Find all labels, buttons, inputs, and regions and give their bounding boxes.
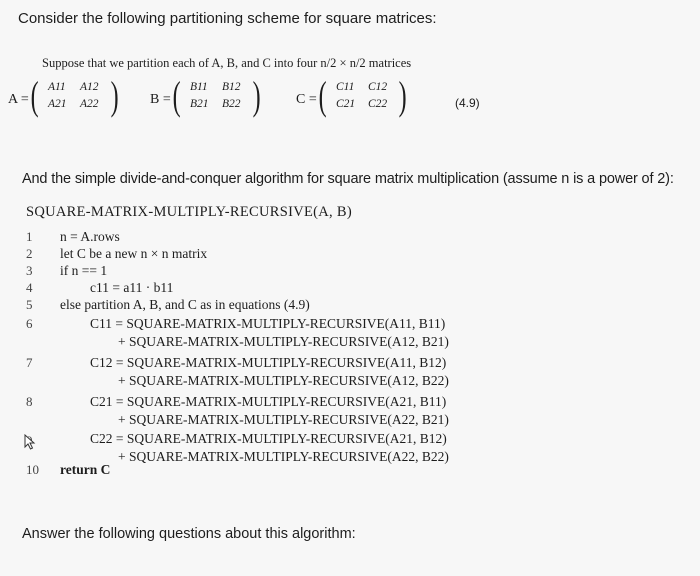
code-line: return C <box>60 462 111 477</box>
intro-text: Consider the following partitioning scheme for square matrices: <box>18 10 437 27</box>
code-line: + SQUARE-MATRIX-MULTIPLY-RECURSIVE(A12, B22) <box>118 373 449 388</box>
matrix-a-cell: A11 <box>48 81 66 93</box>
code-line: C21 = SQUARE-MATRIX-MULTIPLY-RECURSIVE(A21, B11) <box>90 394 447 409</box>
matrix-c-cell: C12 <box>368 81 388 93</box>
matrix-c <box>296 73 436 118</box>
matrix-b <box>150 73 290 118</box>
matrix-b-cell: B22 <box>222 98 241 110</box>
code-line: + SQUARE-MATRIX-MULTIPLY-RECURSIVE(A22, B21) <box>118 412 449 427</box>
matrix-c-label: C = <box>296 92 317 107</box>
matrix-b-cell: B11 <box>190 81 208 93</box>
partition-statement: Suppose that we partition each of A, B, and C into four n/2 × n/2 matrices <box>42 56 412 70</box>
matrix-c-cell: C11 <box>336 81 355 93</box>
matrix-c-cell: C21 <box>336 98 356 110</box>
matrix-c-cell: C22 <box>368 98 388 110</box>
line-number: 10 <box>26 462 39 477</box>
line-number: 7 <box>26 355 33 370</box>
line-number: 3 <box>26 263 33 278</box>
line-number: 6 <box>26 316 33 331</box>
matrix-a-cell: A22 <box>80 98 99 110</box>
line-number: 5 <box>26 297 33 312</box>
code-line: else partition A, B, and C as in equations (4.9) <box>60 297 310 312</box>
line-number: 1 <box>26 229 33 244</box>
matrix-b-cell: B12 <box>222 81 241 93</box>
code-line: C11 = SQUARE-MATRIX-MULTIPLY-RECURSIVE(A11, B11) <box>90 316 446 331</box>
matrix-b-cell: B21 <box>190 98 209 110</box>
matrix-a-right-paren: ) <box>110 73 119 118</box>
equation-number: (4.9) <box>455 96 480 110</box>
algorithm-title: SQUARE-MATRIX-MULTIPLY-RECURSIVE(A, B) <box>26 204 353 220</box>
matrix-b-right-paren: ) <box>252 73 261 118</box>
matrix-b-label: B = <box>150 92 171 107</box>
line-number: 2 <box>26 246 33 261</box>
line-number: 4 <box>26 280 33 295</box>
code-line: + SQUARE-MATRIX-MULTIPLY-RECURSIVE(A12, B21) <box>118 334 449 349</box>
code-line: C12 = SQUARE-MATRIX-MULTIPLY-RECURSIVE(A11, B12) <box>90 355 447 370</box>
code-line: C22 = SQUARE-MATRIX-MULTIPLY-RECURSIVE(A21, B12) <box>90 431 447 446</box>
matrix-c-left-paren: ( <box>318 73 327 118</box>
mouse-cursor-icon <box>24 434 38 450</box>
line-number: 8 <box>26 394 33 409</box>
matrix-c-right-paren: ) <box>398 73 407 118</box>
code-line: n = A.rows <box>60 229 120 244</box>
matrix-a-cell: A12 <box>80 81 99 93</box>
matrix-b-left-paren: ( <box>172 73 181 118</box>
code-line: + SQUARE-MATRIX-MULTIPLY-RECURSIVE(A22, B22) <box>118 449 449 464</box>
code-line: let C be a new n × n matrix <box>60 246 208 261</box>
matrix-a-cell: A21 <box>48 98 67 110</box>
matrix-a <box>8 73 148 118</box>
algorithm-intro: And the simple divide-and-conquer algorithm for square matrix multiplication (assume n is a power of 2): <box>22 171 674 187</box>
matrix-a-label: A = <box>8 92 29 107</box>
matrix-a-left-paren: ( <box>30 73 39 118</box>
code-line: if n == 1 <box>60 263 108 278</box>
answer-prompt: Answer the following questions about this algorithm: <box>22 526 356 542</box>
code-line: c11 = a11 · b11 <box>90 280 174 295</box>
